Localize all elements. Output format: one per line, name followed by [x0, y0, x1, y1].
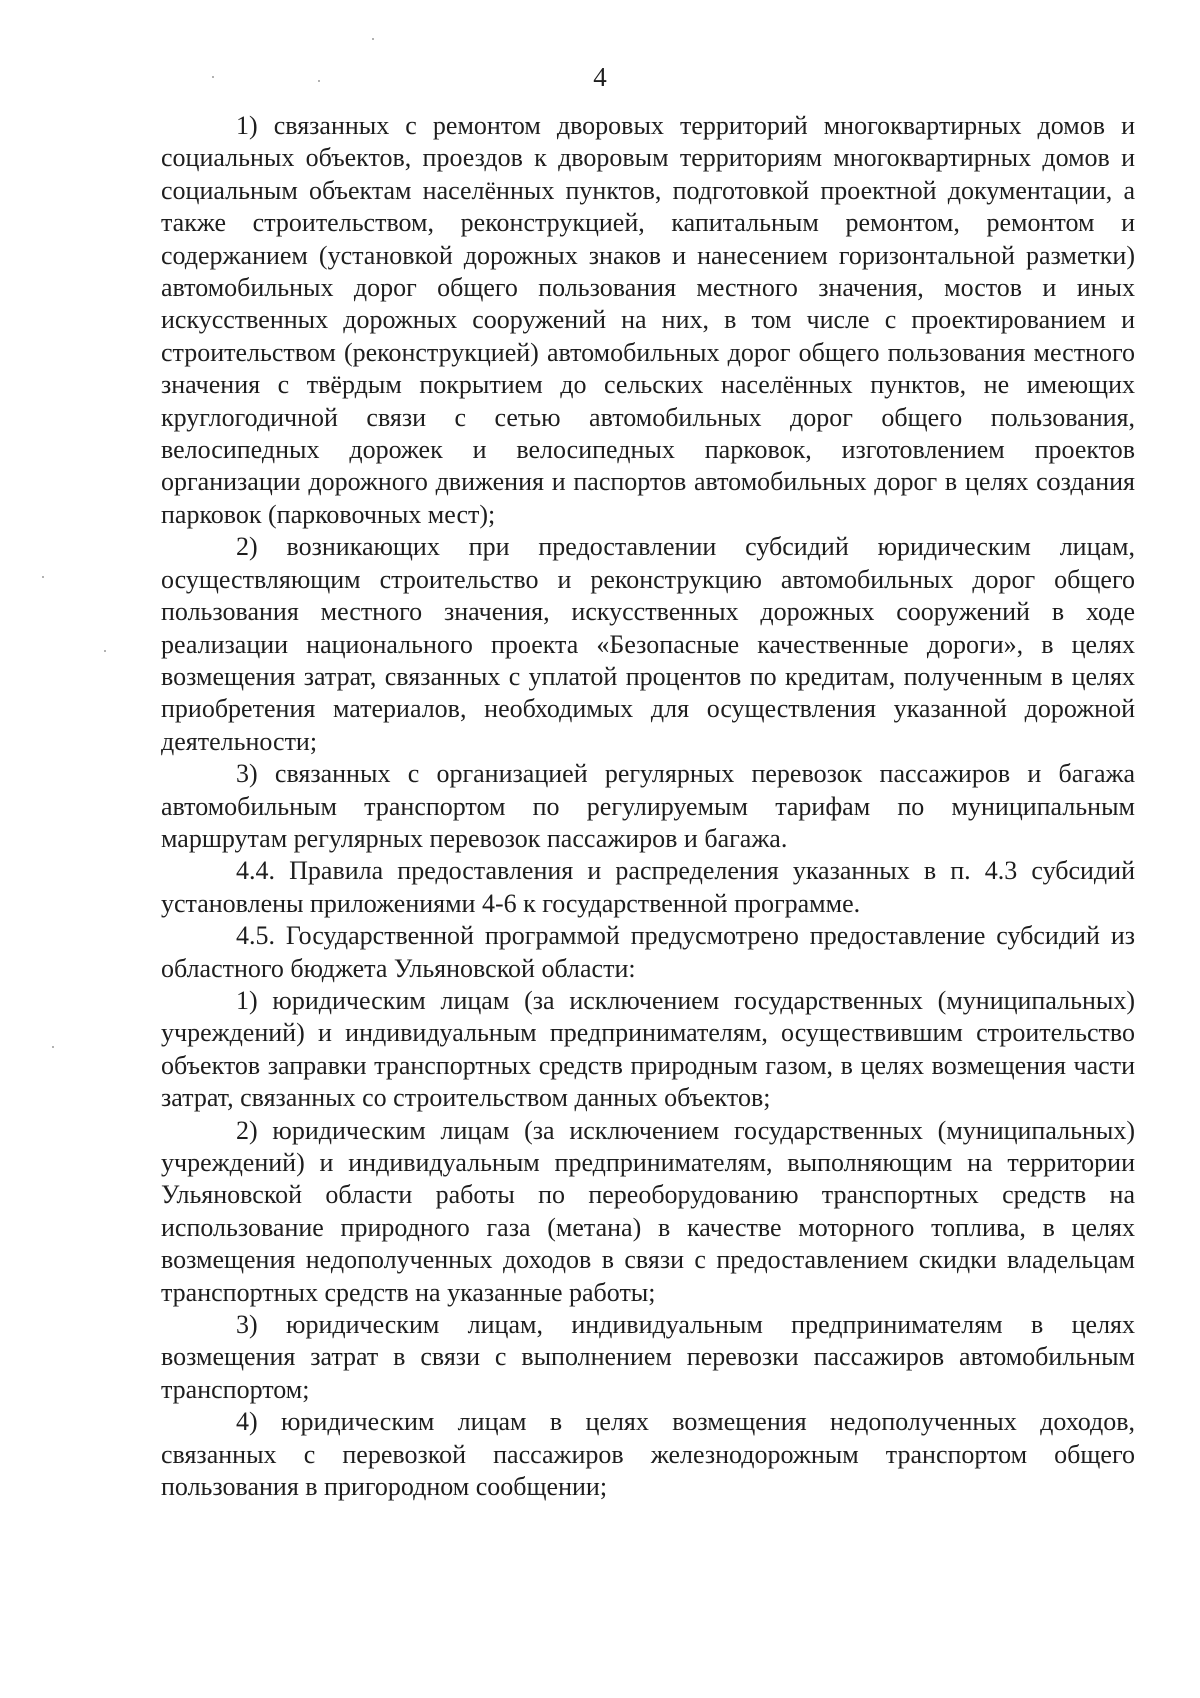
page-number: 4 — [593, 62, 607, 92]
scan-speck — [52, 1046, 54, 1048]
paragraph-4-5: 4.5. Государственной программой предусмотрено предоставление субсидий из областного бюджета Ульяновской области: — [161, 921, 1135, 983]
document-body — [161, 110, 1135, 1503]
paragraph-2: 2) возникающих при предоставлении субсидий юридическим лицам, осуществляющим строительство и реконструкцию автомобильных дорог общего пользования местного значения, искусственных дорожных сооружений в ходе реализации национального проекта «Безопасные качественные дороги», в целях возмещения затрат, связанных с уплатой процентов по кредитам, полученным в целях приобретения материалов, необходимых для осуществления указанной дорожной деятельности; — [161, 532, 1135, 756]
subparagraph-4: 4) юридическим лицам в целях возмещения недополученных доходов, связанных с перевозкой пассажиров железнодорожным транспортом общего пользования в пригородном сообщении; — [161, 1407, 1135, 1502]
scan-speck — [372, 38, 374, 40]
scan-speck — [104, 650, 106, 652]
scan-speck — [42, 576, 44, 578]
subparagraph-2: 2) юридическим лицам (за исключением государственных (муниципальных) учреждений) и индивидуальным предпринимателям, выполняющим на территории Ульяновской области работы по переоборудованию транспортных средств на использование природного газа (метана) в качестве моторного топлива, в целях возмещения недополученных доходов в связи с предоставлением скидки владельцам транспортных средств на указанные работы; — [161, 1115, 1135, 1307]
paragraph-4-4: 4.4. Правила предоставления и распределения указанных в п. 4.3 субсидий установлены приложениями 4-6 к государственной программе. — [161, 856, 1135, 918]
subparagraph-1: 1) юридическим лицам (за исключением государственных (муниципальных) учреждений) и индивидуальным предпринимателям, осуществившим строительство объектов заправки транспортных средств природным газом, в целях возмещения части затрат, связанных со строительством данных объектов; — [161, 985, 1135, 1113]
subparagraph-3: 3) юридическим лицам, индивидуальным предпринимателям в целях возмещения затрат в связи с выполнением перевозки пассажиров автомобильным транспортом; — [161, 1310, 1135, 1404]
paragraph-3: 3) связанных с организацией регулярных перевозок пассажиров и багажа автомобильным транспортом по регулируемым тарифам по муниципальным маршрутам регулярных перевозок пассажиров и багажа. — [161, 759, 1135, 853]
paragraph-1: 1) связанных с ремонтом дворовых территорий многоквартирных домов и социальных объектов, проездов к дворовым территориям многоквартирных домов и социальным объектам населённых пунктов, подготовкой проектной документации, а также строительством, реконструкцией, капитальным ремонтом, ремонтом и содержанием (установкой дорожных знаков и нанесением горизонтальной разметки) автомобильных дорог общего пользования местного значения, мостов и иных искусственных дорожных сооружений на них, в том числе с проектированием и строительством (реконструкцией) автомобильных дорог общего пользования местного значения с твёрдым покрытием до сельских населённых пунктов, не имеющих круглогодичной связи с сетью автомобильных дорог общего пользования, велосипедных дорожек и велосипедных парковок, изготовлением проектов организации дорожного движения и паспортов автомобильных дорог в целях создания парковок (парковочных мест); — [161, 111, 1135, 529]
